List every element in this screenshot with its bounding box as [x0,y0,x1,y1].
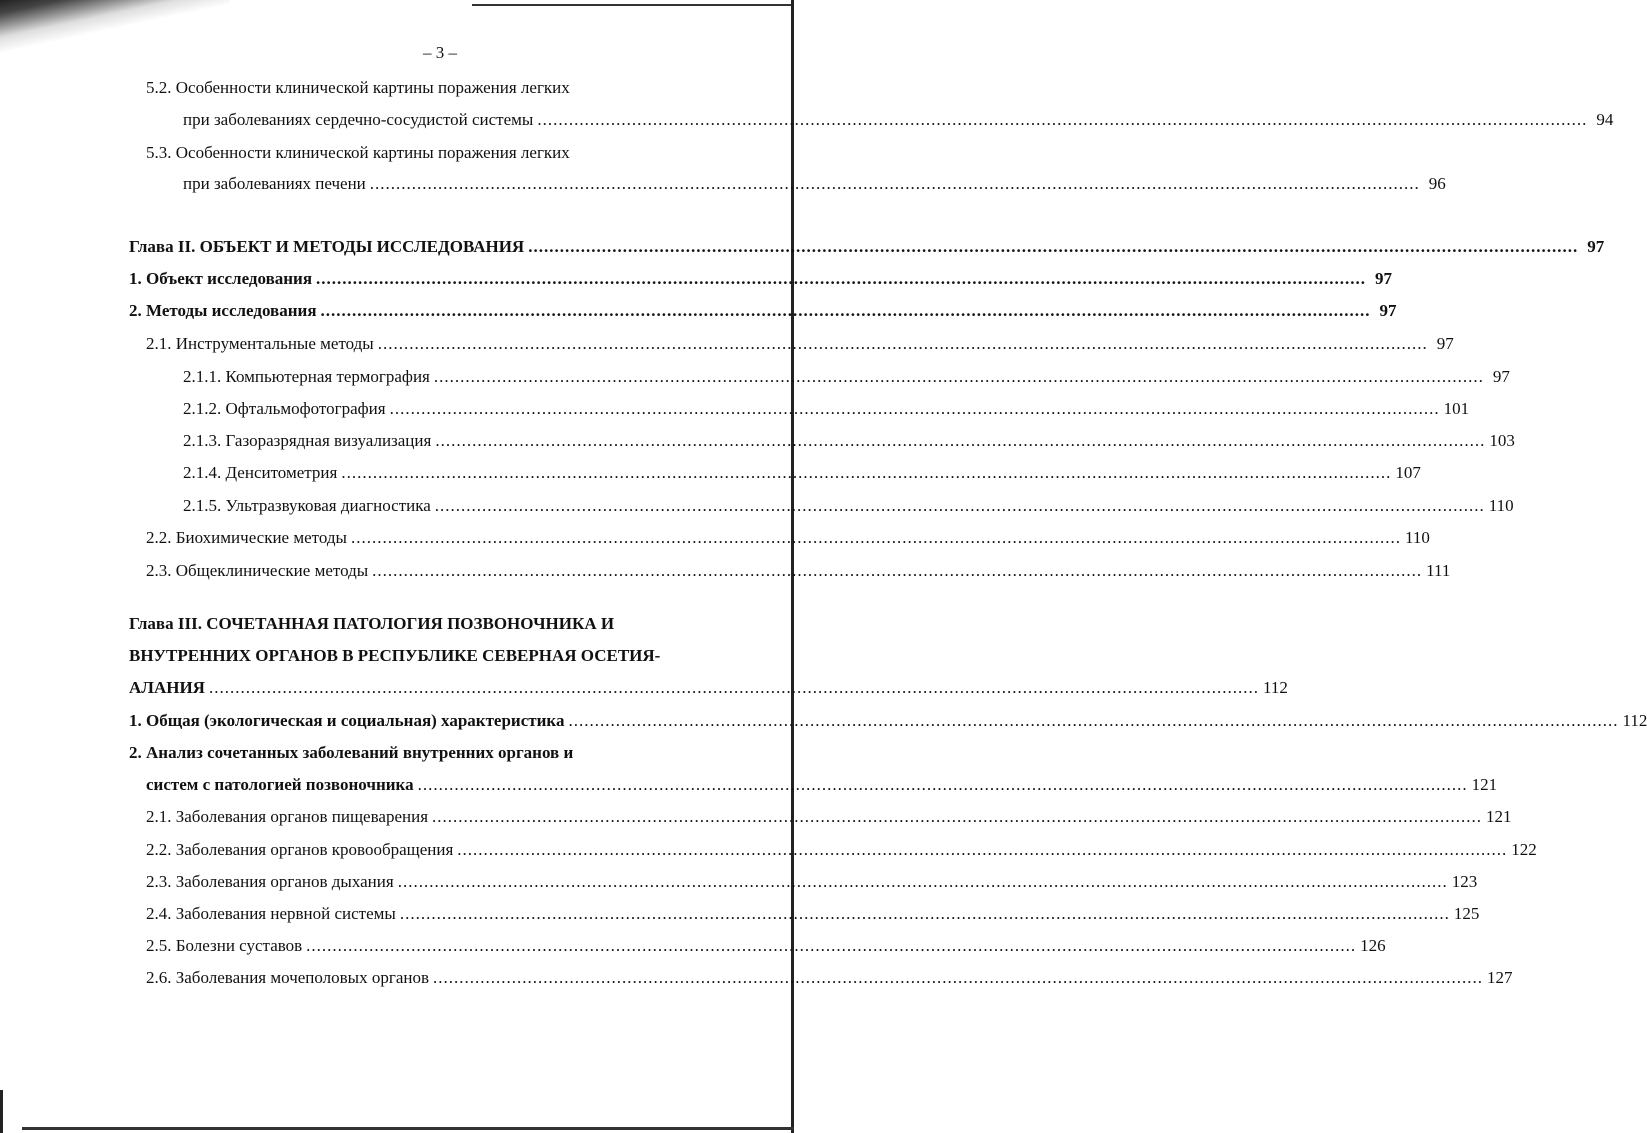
toc-leader-dots: ........................................................................................................................................................................................................ [399,904,1450,923]
scan-edge-left [0,1090,3,1133]
toc-page-number: 125 [1453,904,1480,923]
toc-entry-2-1-1 [183,366,1510,388]
toc-entry-2-1-3 [183,430,1515,452]
toc-leader-dots: ........................................................................................................................................................................................................ [417,775,1468,794]
toc-leader-dots: ........................................................................................................................................................................................................ [434,496,1485,515]
toc-page-number: 112 [1622,711,1647,730]
toc-entry-2-1-2 [183,398,1470,420]
toc-label: 2.1.2. Офтальмофотография [183,399,386,418]
toc-leader-dots: ........................................................................................................................................................................................................ [435,431,1486,450]
toc-leader-dots: ........................................................................................................................................................................................................ [377,334,1428,353]
toc-label: 1. Общая (экологическая и социальная) характеристика [129,711,565,730]
toc-page-number: 127 [1487,968,1513,987]
toc-label: 2.3. Общеклинические методы [146,561,369,580]
toc-leader-dots: ........................................................................................................................................................................................................ [433,968,1483,987]
toc-leader-dots: ........................................................................................................................................................................................................ [568,711,1619,730]
toc-entry-2-3 [146,560,1451,582]
toc-entry-3-2-5 [146,935,1386,957]
toc-page-number: 97 [1379,301,1397,320]
toc-entry-2-1-4 [183,462,1421,484]
toc-leader-dots: ........................................................................................................................................................................................................ [341,463,1392,482]
toc-entry-5-3 [183,173,1446,195]
toc-leader-dots: ........................................................................................................................................................................................................ [350,528,1401,547]
toc-page-number: 121 [1471,775,1498,794]
toc-label: 2.1. Инструментальные методы [146,334,374,353]
toc-label: при заболеваниях печени [183,174,366,193]
toc-page-number: 97 [1587,237,1605,256]
toc-page-number: 101 [1443,399,1470,418]
toc-entry-3-2-1 [146,806,1512,828]
toc-entry-3-2-6 [146,967,1513,989]
toc-page-number: 94 [1596,110,1614,129]
toc-page-number: 103 [1489,431,1515,450]
toc-entry-5-2 [183,109,1614,131]
page-number: – 3 – [423,43,457,62]
toc-page-number: 96 [1428,174,1446,193]
toc-leader-dots: ........................................................................................................................................................................................................ [316,269,1367,288]
toc-page-number: 110 [1488,496,1514,515]
toc-label: 2.1. Заболевания органов пищеварения [146,807,429,826]
toc-entry-ch2-2 [129,300,1397,322]
toc-entry-2-2 [146,527,1430,549]
toc-entry-3-2-3 [146,871,1478,893]
toc-entry-3-2-4 [146,903,1480,925]
toc-label: 2. Методы исследования [129,301,317,320]
toc-page-number: 97 [1436,334,1454,353]
toc-label: 2.6. Заболевания мочеполовых органов [146,968,429,987]
toc-leader-dots: ........................................................................................................................................................................................................ [306,936,1357,955]
toc-page-number: 111 [1426,561,1451,580]
scan-edge-bottom [22,1127,794,1130]
toc-leader-dots: ........................................................................................................................................................................................................ [320,301,1371,320]
toc-leader-dots: ........................................................................................................................................................................................................ [397,872,1448,891]
toc-label: 2.2. Заболевания органов кровообращения [146,840,454,859]
toc-label: Глава II. ОБЪЕКТ И МЕТОДЫ ИССЛЕДОВАНИЯ [129,237,525,256]
toc-label: 2.1.5. Ультразвуковая диагностика [183,496,431,515]
toc-entry-2-1-5 [183,495,1514,517]
toc-entry-3-2-2 [146,839,1537,861]
toc-label: 2.1.3. Газоразрядная визуализация [183,431,432,450]
toc-label: 2.3. Заболевания органов дыхания [146,872,394,891]
toc-label: 2.1.1. Компьютерная термография [183,367,430,386]
toc-page-number: 107 [1395,463,1421,482]
toc-page-number: 122 [1511,840,1537,859]
toc-entry-2-1 [146,333,1454,355]
toc-page-number: 121 [1486,807,1512,826]
toc-label: при заболеваниях сердечно-сосудистой системы [183,110,534,129]
toc-chapter-2 [129,236,1605,258]
toc-entry-ch3-2-line1: 2. Анализ сочетанных заболеваний внутренних органов и [129,743,574,762]
toc-chapter-3 [129,677,1288,699]
toc-page-number: 112 [1262,678,1288,697]
toc-page-number: 126 [1360,936,1386,955]
toc-label: систем с патологией позвоночника [146,775,414,794]
toc-label: 2.1.4. Денситометрия [183,463,338,482]
toc-page-number: 123 [1451,872,1478,891]
toc-label: АЛАНИЯ [129,678,205,697]
toc-leader-dots: ........................................................................................................................................................................................................ [433,367,1484,386]
toc-leader-dots: ........................................................................................................................................................................................................ [389,399,1440,418]
toc-chapter-3-line1: Глава III. СОЧЕТАННАЯ ПАТОЛОГИЯ ПОЗВОНОЧНИКА И [129,614,615,633]
scan-edge-top [472,4,794,6]
toc-page-number: 97 [1492,367,1510,386]
toc-leader-dots: ........................................................................................................................................................................................................ [432,807,1483,826]
toc-leader-dots: ........................................................................................................................................................................................................ [369,174,1420,193]
toc-label: 2.4. Заболевания нервной системы [146,904,396,923]
toc-entry-5-3-line1: 5.3. Особенности клинической картины поражения легких [146,143,570,162]
toc-label: 2.2. Биохимические методы [146,528,347,547]
toc-leader-dots: ........................................................................................................................................................................................................ [537,110,1588,129]
toc-entry-ch3-1 [129,710,1647,732]
toc-leader-dots: ........................................................................................................................................................................................................ [528,237,1579,256]
toc-leader-dots: ........................................................................................................................................................................................................ [457,840,1508,859]
toc-leader-dots: ........................................................................................................................................................................................................ [208,678,1259,697]
toc-page-number: 110 [1404,528,1430,547]
toc-chapter-3-line2: ВНУТРЕННИХ ОРГАНОВ В РЕСПУБЛИКЕ СЕВЕРНАЯ ОСЕТИЯ- [129,646,661,665]
toc-leader-dots: ........................................................................................................................................................................................................ [372,561,1423,580]
toc-entry-5-2-line1: 5.2. Особенности клинической картины поражения легких [146,78,570,97]
toc-entry-ch2-1 [129,268,1393,290]
toc-page-number: 97 [1375,269,1393,288]
toc-entry-ch3-2 [146,774,1498,796]
toc-label: 1. Объект исследования [129,269,313,288]
toc-label: 2.5. Болезни суставов [146,936,303,955]
